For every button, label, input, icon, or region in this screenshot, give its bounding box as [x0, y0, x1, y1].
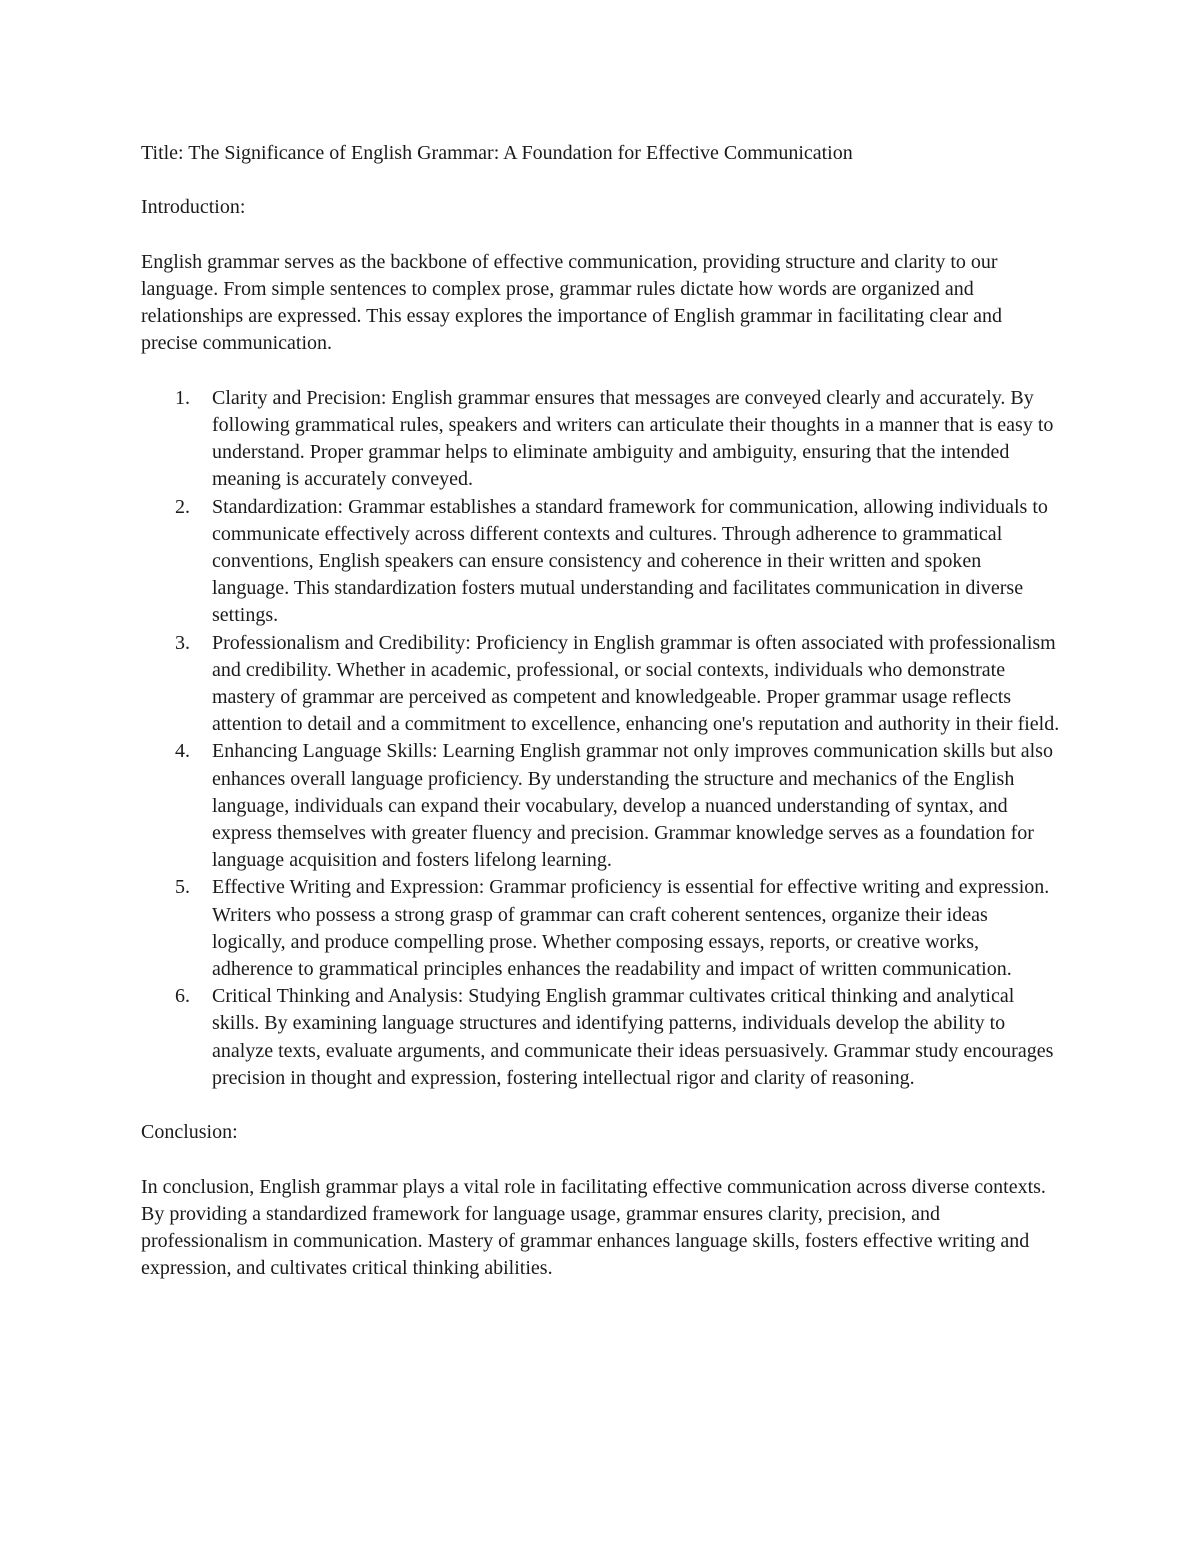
list-item	[141, 874, 1061, 983]
list-item-text: Clarity and Precision: English grammar ensures that messages are conveyed clearly and accurately. By following grammatical rules, speakers and writers can articulate their thoughts in a manner that is easy to understand. Proper grammar helps to eliminate ambiguity and ambiguity, ensuring that the intended meaning is accurately conveyed.	[212, 386, 1054, 491]
list-item-number: 3.	[175, 631, 190, 654]
list-item-number: 2.	[175, 495, 190, 518]
list-item-text: Professionalism and Credibility: Proficiency in English grammar is often associated with professionalism and credibility. Whether in academic, professional, or social contexts, individuals who demonstrate mastery of grammar are perceived as competent and knowledgeable. Proper grammar usage reflects attention to detail and a commitment to excellence, enhancing one's reputation and authority in their field.	[212, 631, 1060, 736]
list-item	[141, 983, 1061, 1092]
conclusion-heading: Conclusion:	[141, 1121, 238, 1144]
document-title: Title: The Significance of English Grammar: A Foundation for Effective Communication	[141, 142, 853, 164]
list-item-text: Critical Thinking and Analysis: Studying English grammar cultivates critical thinking and analytical skills. By examining language structures and identifying patterns, individuals develop the ability to analyze texts, evaluate arguments, and communicate their ideas persuasively. Grammar study encourages precision in thought and expression, fostering intellectual rigor and clarity of reasoning.	[212, 985, 1054, 1089]
list-item	[141, 494, 1061, 630]
list-item	[141, 385, 1061, 494]
list-item-number: 6.	[175, 985, 190, 1008]
document-body	[141, 140, 1061, 1310]
list-item-text: Standardization: Grammar establishes a standard framework for communication, allowing individuals to communicate effectively across different contexts and cultures. Through adherence to grammatical conventions, English speakers can ensure consistency and coherence in their written and spoken language. This standardization fosters mutual understanding and facilitates communication in diverse settings.	[212, 495, 1048, 627]
numbered-list	[141, 385, 1061, 1092]
list-item	[141, 738, 1061, 874]
list-item-number: 1.	[175, 386, 190, 409]
introduction-paragraph: English grammar serves as the backbone of effective communication, providing structure and clarity to our language. From simple sentences to complex prose, grammar rules dictate how words are organized and relationships are expressed. This essay explores the importance of English grammar in facilitating clear and precise communication.	[141, 250, 1003, 355]
introduction-heading: Introduction:	[141, 196, 246, 219]
list-item-text: Enhancing Language Skills: Learning English grammar not only improves communication skills but also enhances overall language proficiency. By understanding the structure and mechanics of the English language, individuals can expand their vocabulary, develop a nuanced understanding of syntax, and express themselves with greater fluency and precision. Grammar knowledge serves as a foundation for language acquisition and fosters lifelong learning.	[212, 740, 1053, 872]
conclusion-paragraph: In conclusion, English grammar plays a vital role in facilitating effective communication across diverse contexts. By providing a standardized framework for language usage, grammar ensures clarity, precision, and professionalism in communication. Mastery of grammar enhances language skills, fosters effective writing and expression, and cultivates critical thinking abilities.	[141, 1175, 1046, 1280]
list-item	[141, 630, 1061, 739]
list-item-number: 4.	[175, 740, 190, 763]
list-item-text: Effective Writing and Expression: Grammar proficiency is essential for effective writing and expression. Writers who possess a strong grasp of grammar can craft coherent sentences, organize their ideas logically, and produce compelling prose. Whether composing essays, reports, or creative works, adherence to grammatical principles enhances the readability and impact of written communication.	[212, 876, 1050, 981]
list-item-number: 5.	[175, 876, 190, 899]
